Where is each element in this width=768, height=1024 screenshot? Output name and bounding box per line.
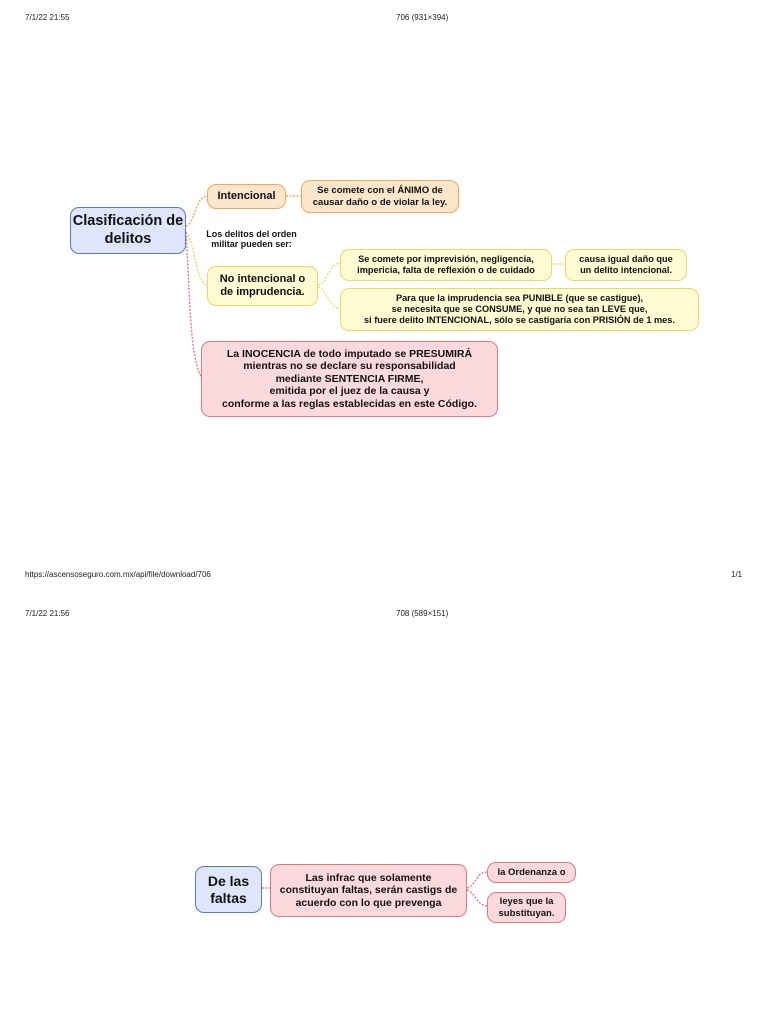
node-label: Se comete con el ÁNIMO de causar daño o de violar la ley. xyxy=(312,185,448,208)
node-clasificacion-de-delitos xyxy=(70,207,186,254)
node-label-line: se necesita que se CONSUME, y que no sea tan LEVE que, xyxy=(391,303,648,314)
node-infracciones-faltas xyxy=(270,864,467,917)
node-label: Clasificación de delitos xyxy=(72,213,184,247)
node-label-line: emitida por el juez de la causa y xyxy=(269,385,430,398)
label-orden-militar: Los delitos del orden militar pueden ser: xyxy=(206,229,297,250)
node-intencional-description xyxy=(301,180,459,213)
page-number-page-1: 1/1 xyxy=(731,570,743,579)
node-de-las-faltas xyxy=(195,866,262,913)
node-label-line: si fuere delito INTENCIONAL, sólo se castigaría con PRISIÓN de 1 mes. xyxy=(364,315,675,326)
print-title-page-2: 708 (589×151) xyxy=(396,609,449,618)
node-label: la Ordenanza o xyxy=(497,866,566,878)
node-punible-description xyxy=(340,288,699,331)
node-label: causa igual daño que un delito intencional. xyxy=(579,253,673,275)
node-imprudencia-description xyxy=(340,249,552,281)
node-causa-igual-dano xyxy=(565,249,687,281)
node-label: De las faltas xyxy=(207,872,250,906)
print-date-page-1: 7/1/22 21:55 xyxy=(25,13,70,22)
node-label-line: La INOCENCIA de todo imputado se PRESUMIRÁ xyxy=(226,347,473,360)
print-url-page-1: https://ascensoseguro.com.mx/api/file/download/706 xyxy=(25,570,211,579)
node-label-line: Para que la imprudencia sea PUNIBLE (que se castigue), xyxy=(395,292,644,303)
node-leyes-que-la-substituyan xyxy=(487,892,566,923)
node-label: No intencional o de imprudencia. xyxy=(219,272,306,298)
node-label-line: mientras no se declare su responsabilidad xyxy=(243,360,456,373)
node-label: Intencional xyxy=(217,189,276,202)
node-label: leyes que la substituyan. xyxy=(498,896,555,919)
node-label-line: conforme a las reglas establecidas en este Código. xyxy=(221,397,477,410)
node-no-intencional xyxy=(207,266,318,306)
node-intencional xyxy=(207,184,286,209)
node-la-ordenanza xyxy=(487,862,576,883)
node-label-line: mediante SENTENCIA FIRME, xyxy=(275,372,424,385)
node-inocencia xyxy=(201,341,498,417)
node-label: Las infrac que solamente constituyan faltas, serán castigs de acuerdo con lo que prevenga xyxy=(279,871,458,909)
print-date-page-2: 7/1/22 21:56 xyxy=(25,609,70,618)
print-title-page-1: 706 (931×394) xyxy=(396,13,449,22)
node-label: Se comete por imprevisión, negligencia, impericia, falta de reflexión o de cuidado xyxy=(357,253,535,275)
